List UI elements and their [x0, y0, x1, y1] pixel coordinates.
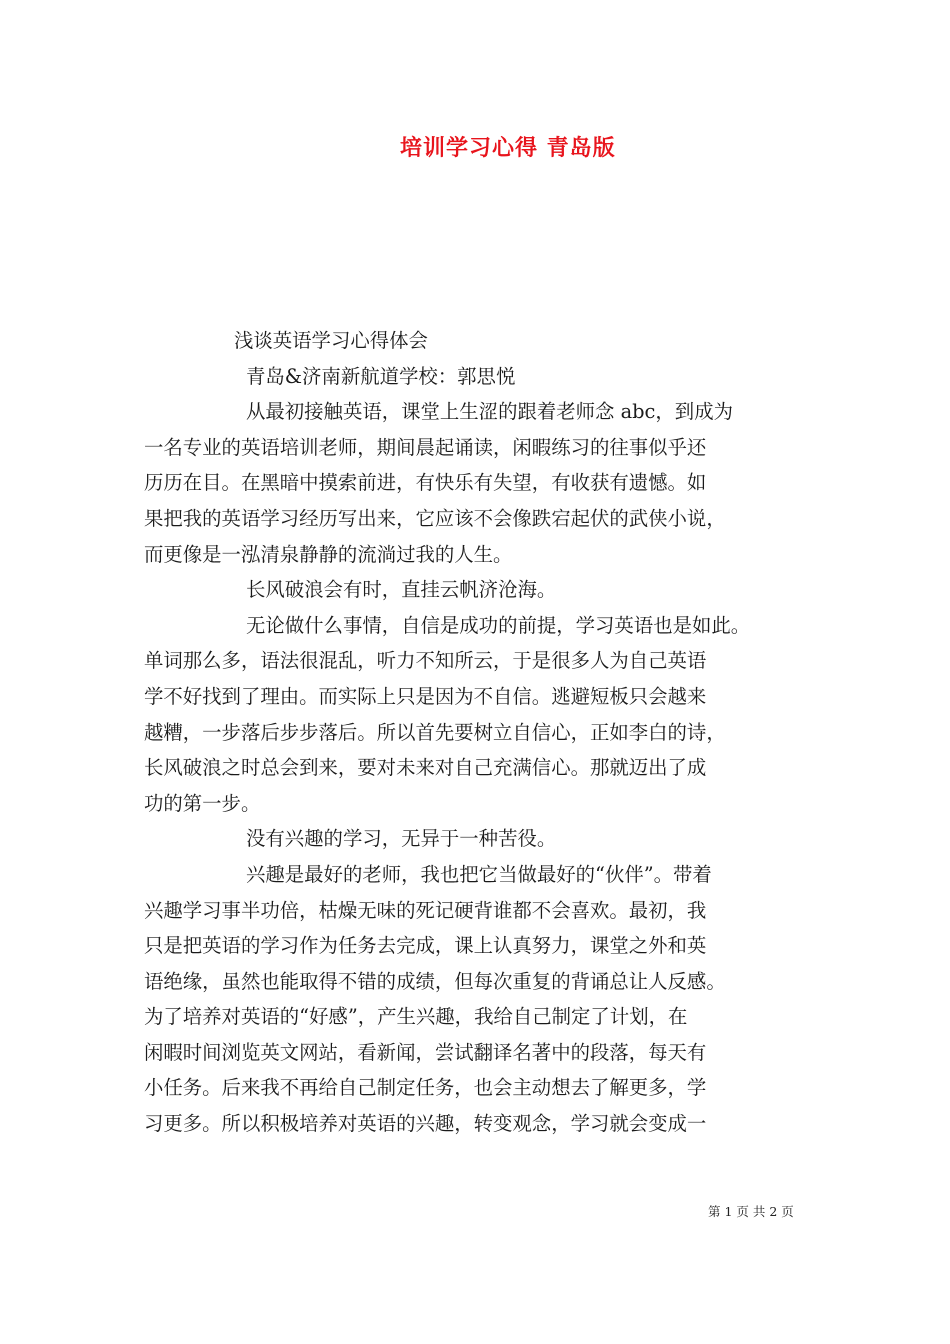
body-line: 历历在目。在黑暗中摸索前进，有快乐有失望，有收获有遗憾。如: [144, 471, 707, 495]
body-line: 为了培养对英语的“好感”，产生兴趣，我给自己制定了计划，在: [144, 1005, 688, 1029]
body-line: 兴趣是最好的老师，我也把它当做最好的“伙伴”。带着: [246, 862, 712, 886]
body-line: 没有兴趣的学习，无异于一种苦役。: [246, 827, 557, 851]
body-line: 习更多。所以积极培养对英语的兴趣，转变观念，学习就会变成一: [144, 1112, 707, 1136]
document-title: 培训学习心得 青岛版: [400, 135, 616, 161]
body-line: 只是把英语的学习作为任务去完成，课上认真努力，课堂之外和英: [144, 934, 707, 958]
body-line: 而更像是一泓清泉静静的流淌过我的人生。: [144, 542, 513, 566]
body-line: 无论做什么事情，自信是成功的前提，学习英语也是如此。: [246, 613, 751, 637]
body-line: 长风破浪之时总会到来，要对未来对自己充满信心。那就迈出了成: [144, 756, 707, 780]
body-line: 单词那么多，语法很混乱，听力不知所云，于是很多人为自己英语: [144, 649, 707, 673]
body-line: 闲暇时间浏览英文网站，看新闻，尝试翻译名著中的段落，每天有: [144, 1040, 707, 1064]
body-line: 果把我的英语学习经历写出来，它应该不会像跌宕起伏的武侠小说，: [144, 506, 726, 530]
document-body: [144, 323, 814, 1142]
body-line: 小任务。后来我不再给自己制定任务，也会主动想去了解更多，学: [144, 1076, 707, 1100]
body-line: 青岛&济南新航道学校：郭思悦: [246, 364, 516, 388]
body-line: 长风破浪会有时，直挂云帆济沧海。: [246, 578, 557, 602]
body-line: 语绝缘，虽然也能取得不错的成绩，但每次重复的背诵总让人反感。: [144, 969, 726, 993]
body-line: 一名专业的英语培训老师，期间晨起诵读，闲暇练习的往事似乎还: [144, 435, 707, 459]
page-number-footer: 第 1 页 共 2 页: [708, 1204, 794, 1219]
body-line: 越糟，一步落后步步落后。所以首先要树立自信心，正如李白的诗，: [144, 720, 726, 744]
body-line: 从最初接触英语，课堂上生涩的跟着老师念 abc，到成为: [246, 400, 733, 424]
body-line: 浅谈英语学习心得体会: [234, 329, 428, 352]
body-line: 兴趣学习事半功倍，枯燥无味的死记硬背谁都不会喜欢。最初，我: [144, 898, 707, 922]
body-line: 学不好找到了理由。而实际上只是因为不自信。逃避短板只会越来: [144, 684, 707, 708]
body-line: 功的第一步。: [144, 791, 261, 815]
